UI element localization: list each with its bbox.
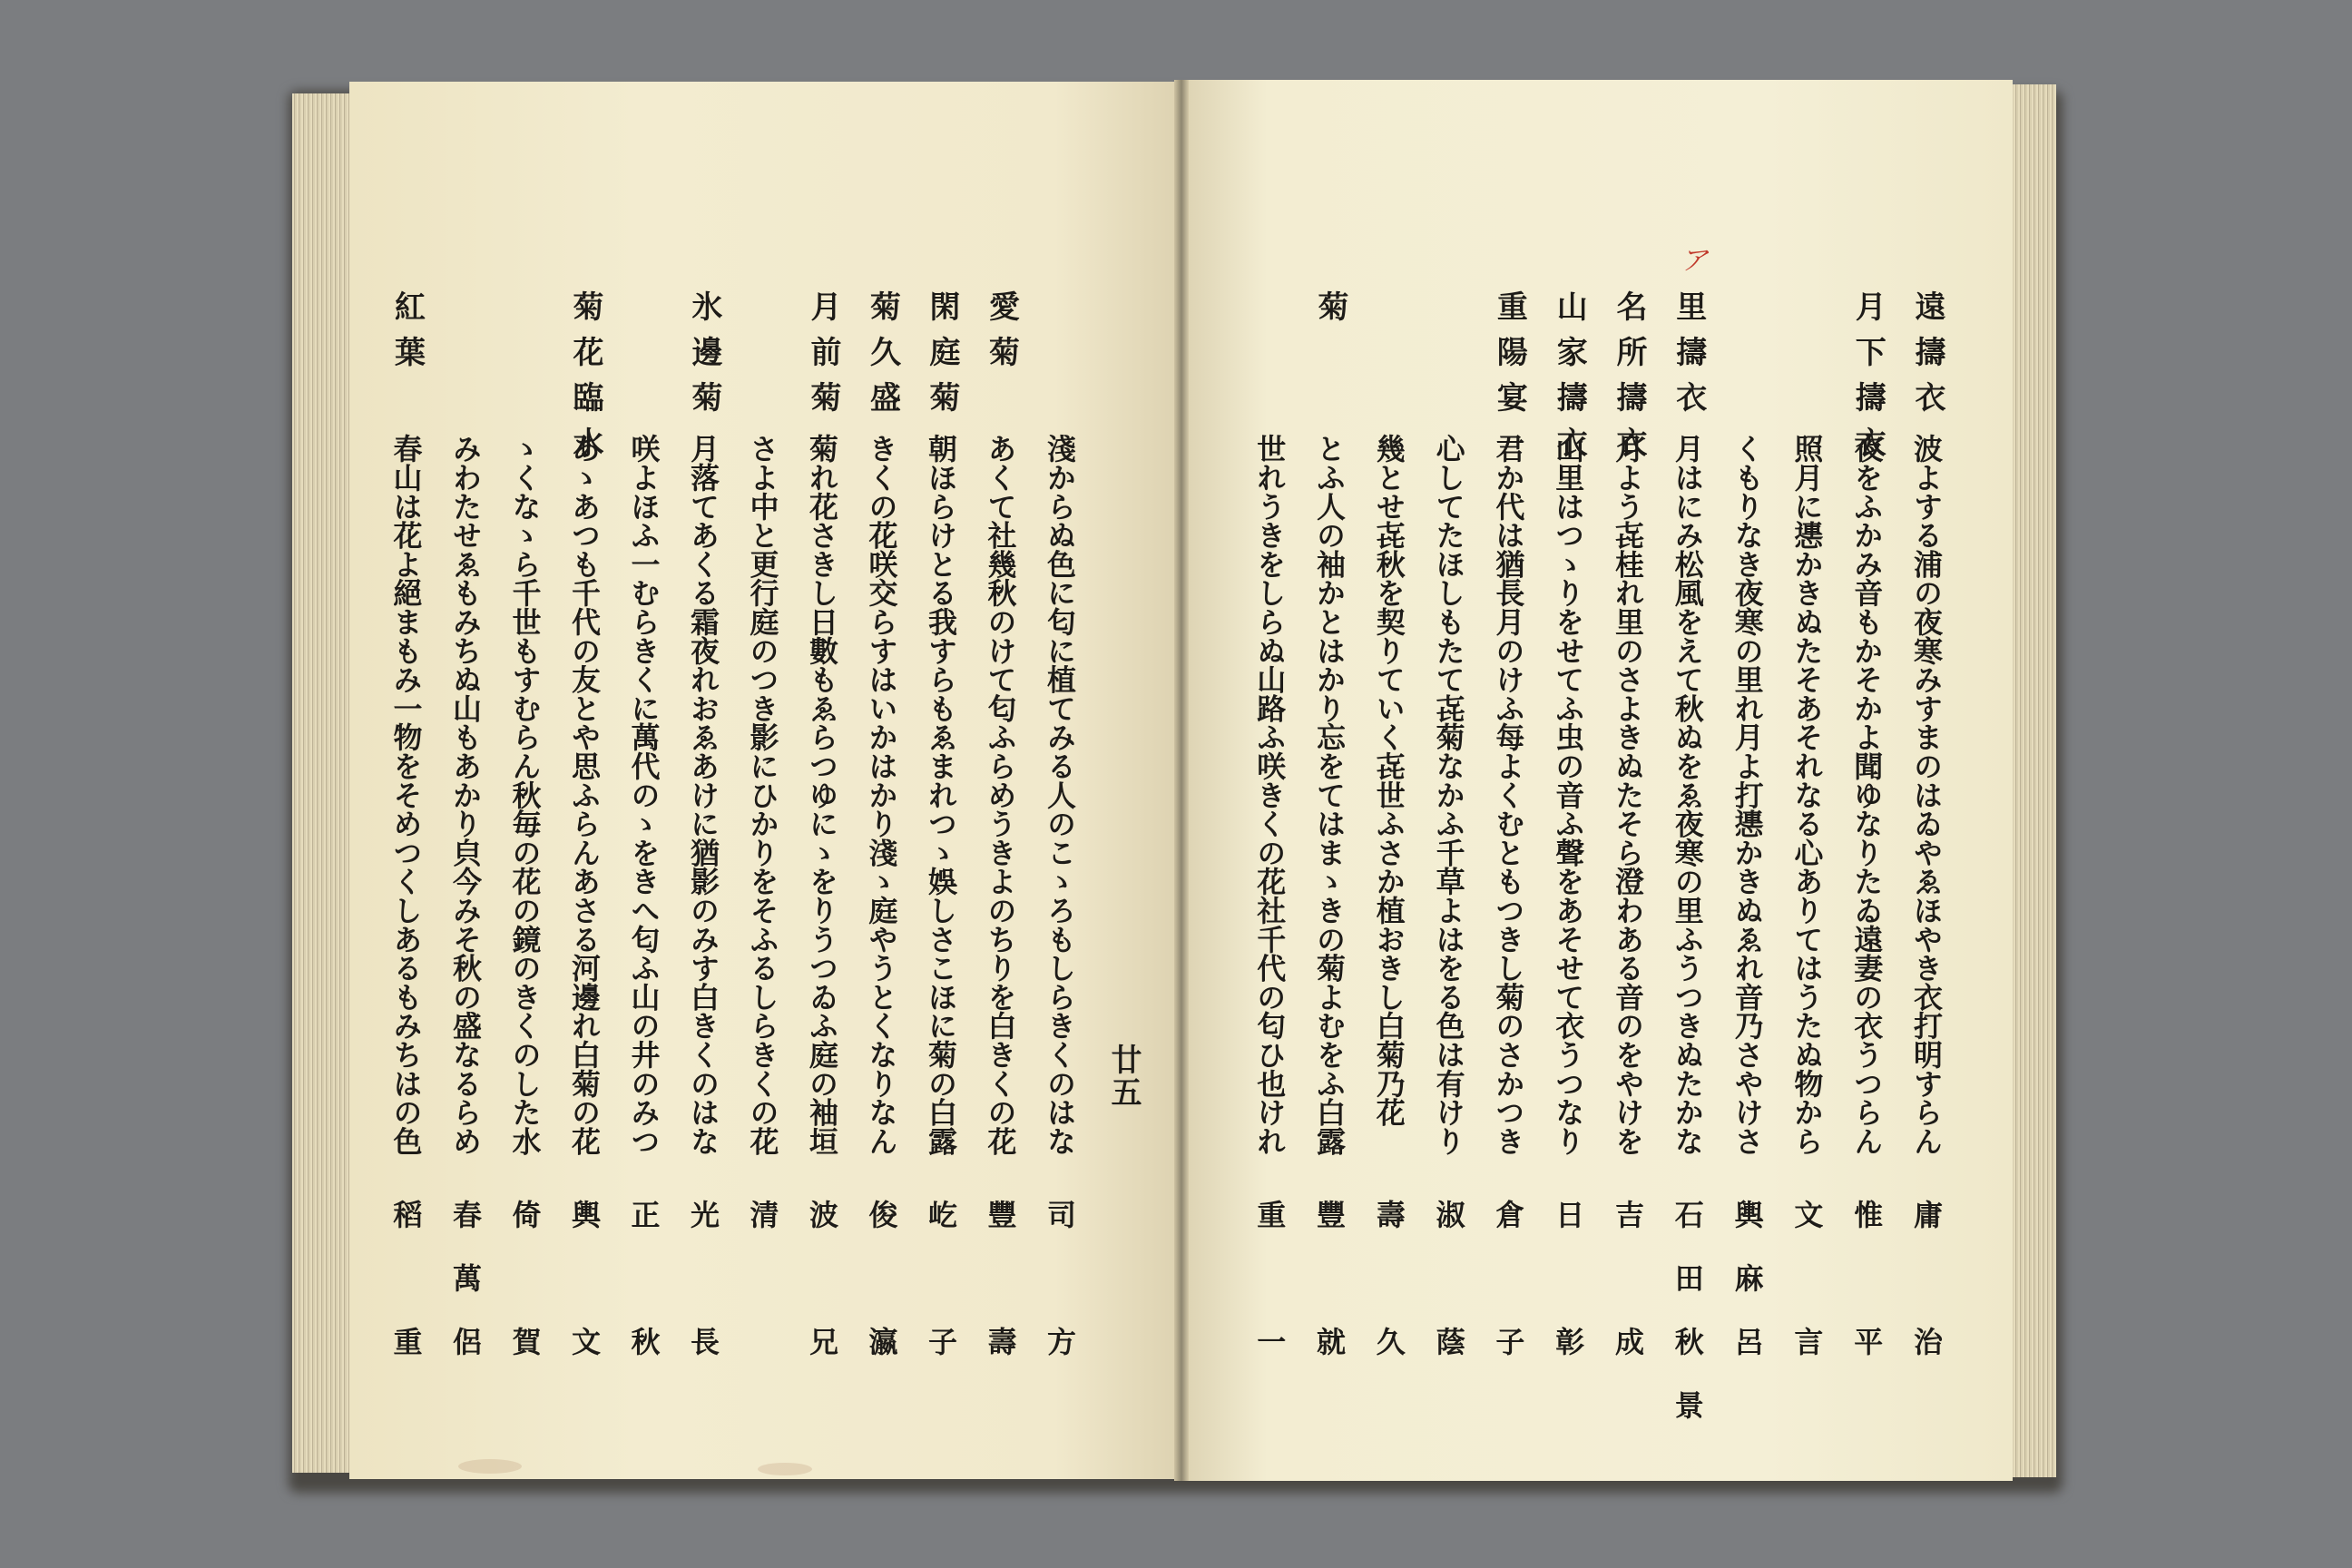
poem-line: あくて社幾秋のけて匂ふらめうきよのちりを白きくの花 xyxy=(983,434,1018,1155)
poem-author: 司 方 xyxy=(1043,1200,1077,1390)
red-margin-mark: ア xyxy=(1681,245,1708,277)
column-title: 名所擣衣 xyxy=(1611,290,1647,472)
poem-line: 月よう㐂桂れ里のさよきぬたそら澄わある音のをやけを xyxy=(1611,434,1645,1156)
poem-author: 日 彰 xyxy=(1551,1200,1586,1390)
poem-author: 輿 文 xyxy=(567,1200,602,1390)
poem-author: 俊 瀛 xyxy=(864,1200,899,1390)
poem-author: 豐 就 xyxy=(1312,1200,1347,1390)
column-title: 重陽宴 xyxy=(1491,290,1528,426)
poem-line: とふ人の袖かとはかり忘をてはまゝきの菊よむをふ白露 xyxy=(1312,434,1347,1156)
poem-line: みわたせゑもみちぬ山もあかり㒵今みそ秋の盛なるらめ xyxy=(448,434,483,1155)
poem-author: 光 長 xyxy=(686,1200,720,1390)
poem-author: 輿麻呂 xyxy=(1730,1200,1765,1390)
poem-line: 波よする浦の夜寒みすまのはゐやゑほやき衣打明すらん xyxy=(1909,434,1944,1156)
poem-line: 月はにみ松風をえて秋ぬをゑ夜寒の里ふうつきぬたかな xyxy=(1670,434,1705,1156)
poem-line: 月落てあくる霜夜れおゑあけに猶影のみす白きくのはな xyxy=(686,434,720,1156)
column-title: 紅葉 xyxy=(388,290,426,381)
column-title: 菊 xyxy=(1312,290,1348,336)
poem-author: 春萬侶 xyxy=(448,1200,483,1390)
poem-author: 重 一 xyxy=(1252,1200,1288,1390)
poem-line: 世れうきをしらぬ山路ふ咲きくの花社千代の匂ひ也けれ xyxy=(1252,434,1288,1155)
poem-author: 文 言 xyxy=(1789,1200,1825,1390)
poem-author: 壽 久 xyxy=(1371,1200,1406,1390)
poem-line: 心してたほしもたて㐂菊なかふ千草よはをる色は有けり xyxy=(1431,434,1466,1155)
poem-author: 倚 賀 xyxy=(507,1200,543,1390)
poem-author: 庸 治 xyxy=(1909,1200,1944,1390)
poem-line: 咲よほふ一むらきくに萬代のゝをきへ匂ふ山の井のみつ xyxy=(626,434,662,1155)
poem-line: 夜をふかみ音もかそかよ聞ゆなりたゐ遠妻の衣うつらん xyxy=(1849,434,1885,1156)
poem-author: 豐 壽 xyxy=(983,1200,1018,1390)
column-title: 菊花臨水 xyxy=(567,290,603,472)
poem-line: 照月に㦁かきぬたそあそれなる心ありてはうたぬ物から xyxy=(1789,434,1825,1156)
poem-line: 幾とせ㐂秋を契りていく㐂世ふさか植おきし白菊乃花 xyxy=(1371,434,1406,1127)
column-title: 里擣衣 xyxy=(1670,290,1707,426)
poem-line: くもりなき夜寒の里れ月よ打㦁かきぬゑれ音乃さやけさ xyxy=(1730,434,1765,1156)
poem-line: きくの花咲交らすはいかはかり淺ゝ庭やうとくなりなん xyxy=(864,434,899,1156)
column-title: 月前菊 xyxy=(805,290,841,426)
column-title: 愛菊 xyxy=(983,290,1020,381)
column-title: 菊久盛 xyxy=(864,290,901,426)
book-spine xyxy=(1174,80,1189,1481)
poem-author: 正 秋 xyxy=(626,1200,662,1390)
poem-author: 石田秋景 xyxy=(1670,1200,1705,1454)
poem-line: 淺からぬ色に匂に植てみる人のこゝろもしらきくのはな xyxy=(1043,434,1077,1156)
column-title: 閑庭菊 xyxy=(924,290,960,426)
poem-author: 倉 子 xyxy=(1491,1200,1526,1390)
poem-line: 菊れ花さきし日數もゑらつゆにゝをりうつゐふ庭の袖垣 xyxy=(805,434,839,1155)
poem-author: 惟 平 xyxy=(1849,1200,1885,1390)
poem-author: 波 兄 xyxy=(805,1200,839,1390)
poem-line: 春山は花よ絕まもみ一物をそめつくしあるもみちはの色 xyxy=(388,434,424,1156)
poem-line: 山里はつゝりをせてふ虫の音ふ聲をあそせて衣うつなり xyxy=(1551,434,1586,1155)
poem-line: 朝ほらけとる我すらもゑまれつゝ娛しさこほに菊の白露 xyxy=(924,434,958,1155)
page-number: 廿五 xyxy=(1105,1044,1142,1109)
poem-author: 淑 蔭 xyxy=(1431,1200,1466,1390)
left-page-edges xyxy=(292,93,352,1473)
poem-author: 清 xyxy=(745,1200,780,1263)
poem-author: 吉 成 xyxy=(1611,1200,1645,1390)
poem-line: 君か代は猶長月のけふ每よくむともつきし菊のさかつき xyxy=(1491,434,1526,1156)
column-title: 山家擣衣 xyxy=(1551,290,1588,472)
poem-line: ゝくなゝら千世もすむらん秋毎の花の鏡のきくのした水 xyxy=(507,434,543,1156)
column-title: 遠擣衣 xyxy=(1909,290,1945,426)
column-title: 月下擣衣 xyxy=(1849,290,1886,472)
right-page-edges xyxy=(2009,84,2056,1477)
poem-line: あゝあつも千代の友とや思ふらんあさる河邊れ白菊の花 xyxy=(567,434,602,1155)
column-title: 氷邊菊 xyxy=(686,290,722,426)
poem-author: 屹 子 xyxy=(924,1200,958,1390)
poem-author: 稻 重 xyxy=(388,1200,424,1390)
poem-line: さよ中と更行庭のつき影にひかりをそふるしらきくの花 xyxy=(745,434,780,1156)
